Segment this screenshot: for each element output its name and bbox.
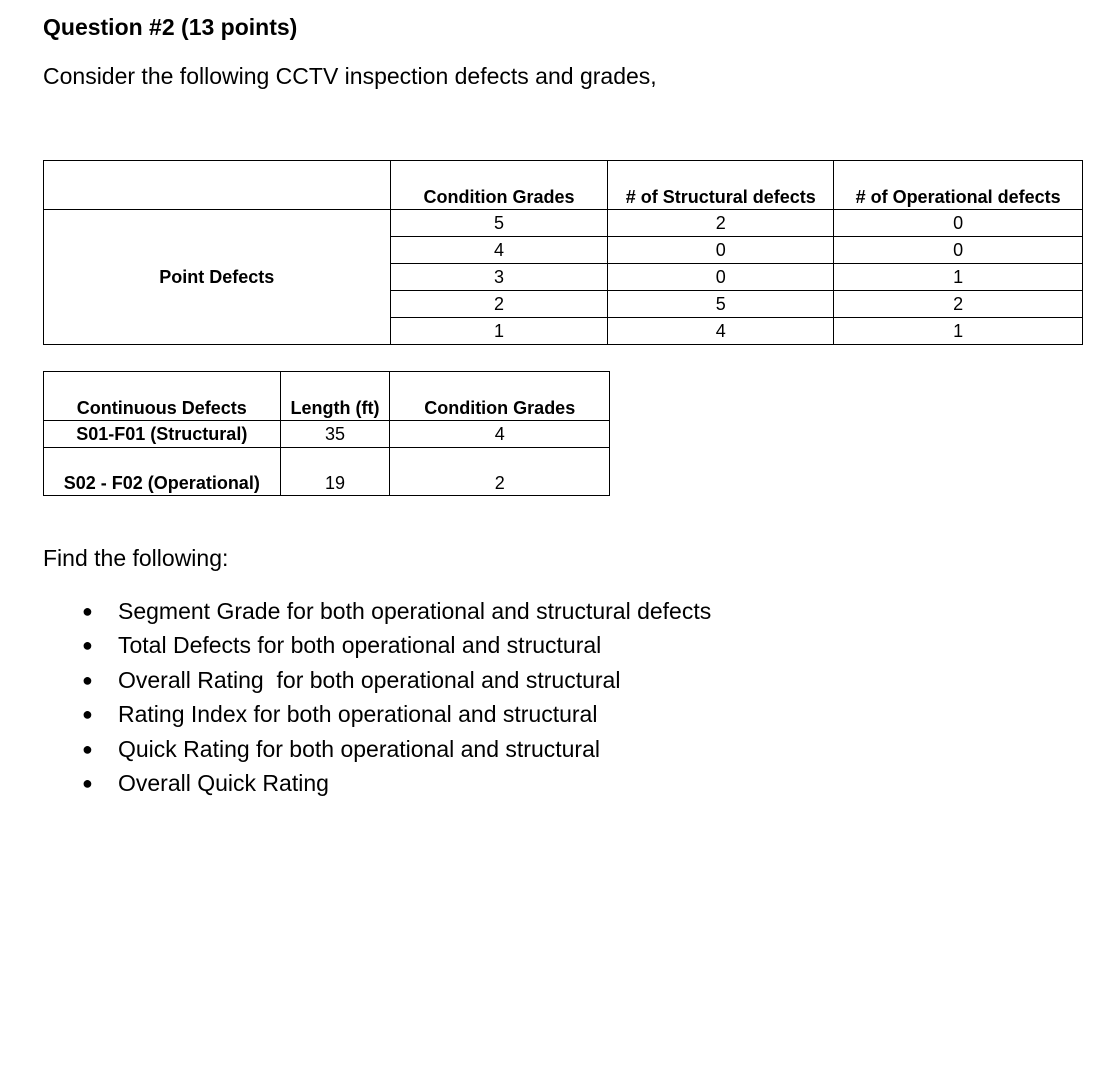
point-defects-table xyxy=(43,160,1083,345)
grade-cell: 2 xyxy=(390,448,610,496)
grade-cell: 1 xyxy=(390,318,608,345)
structural-count-cell: 5 xyxy=(608,291,834,318)
bullet-icon: ● xyxy=(82,669,93,690)
length-cell: 19 xyxy=(280,448,390,496)
grade-cell: 2 xyxy=(390,291,608,318)
structural-count-cell: 2 xyxy=(608,210,834,237)
grade-cell: 4 xyxy=(390,237,608,264)
grade-cell: 5 xyxy=(390,210,608,237)
operational-count-cell: 2 xyxy=(834,291,1083,318)
grade-cell: 4 xyxy=(390,421,610,448)
structural-count-cell: 0 xyxy=(608,237,834,264)
list-item xyxy=(0,732,711,766)
bullet-icon: ● xyxy=(82,704,93,725)
point-defects-label: Point Defects xyxy=(44,210,391,345)
grade-cell: 3 xyxy=(390,264,608,291)
list-item-text: Segment Grade for both operational and structural defects xyxy=(118,598,712,624)
header-condition-grades: Condition Grades xyxy=(390,372,610,421)
bullet-icon: ● xyxy=(82,738,93,759)
question-intro: Consider the following CCTV inspection defects and grades, xyxy=(43,63,657,89)
list-item-text: Total Defects for both operational and structural xyxy=(118,632,602,659)
list-item-text: Overall Quick Rating xyxy=(118,770,329,797)
operational-count-cell: 0 xyxy=(834,210,1083,237)
table-header-row xyxy=(44,161,1083,210)
structural-count-cell: 0 xyxy=(608,264,834,291)
structural-count-cell: 4 xyxy=(608,318,834,345)
header-condition-grades: Condition Grades xyxy=(390,161,608,210)
defect-id-cell: S02 - F02 (Operational) xyxy=(44,448,281,496)
list-item-text: Rating Index for both operational and structural xyxy=(118,701,598,728)
list-item xyxy=(0,594,711,628)
find-heading: Find the following: xyxy=(43,545,229,571)
bullet-icon: ● xyxy=(82,773,93,794)
table-row xyxy=(44,421,610,448)
operational-count-cell: 1 xyxy=(834,264,1083,291)
list-item xyxy=(0,663,711,697)
bullet-icon: ● xyxy=(82,635,93,656)
header-continuous-defects: Continuous Defects xyxy=(44,372,281,421)
list-item xyxy=(0,628,711,662)
table-header-row xyxy=(44,372,610,421)
question-title: Question #2 (13 points) xyxy=(43,14,298,40)
length-cell: 35 xyxy=(280,421,390,448)
list-item xyxy=(0,766,711,800)
list-item xyxy=(0,697,711,731)
header-operational-defects: # of Operational defects xyxy=(834,161,1083,210)
header-blank xyxy=(44,161,391,210)
list-item-text: Overall Rating for both operational and structural xyxy=(118,666,621,693)
operational-count-cell: 0 xyxy=(834,237,1083,264)
task-list xyxy=(0,594,711,800)
bullet-icon: ● xyxy=(82,601,93,621)
table-row xyxy=(44,210,1083,237)
header-length: Length (ft) xyxy=(280,372,390,421)
header-structural-defects: # of Structural defects xyxy=(608,161,834,210)
continuous-defects-table xyxy=(43,371,610,496)
list-item-text: Quick Rating for both operational and structural xyxy=(118,735,600,762)
table-row xyxy=(44,448,610,496)
defect-id-cell: S01-F01 (Structural) xyxy=(44,421,281,448)
operational-count-cell: 1 xyxy=(834,318,1083,345)
